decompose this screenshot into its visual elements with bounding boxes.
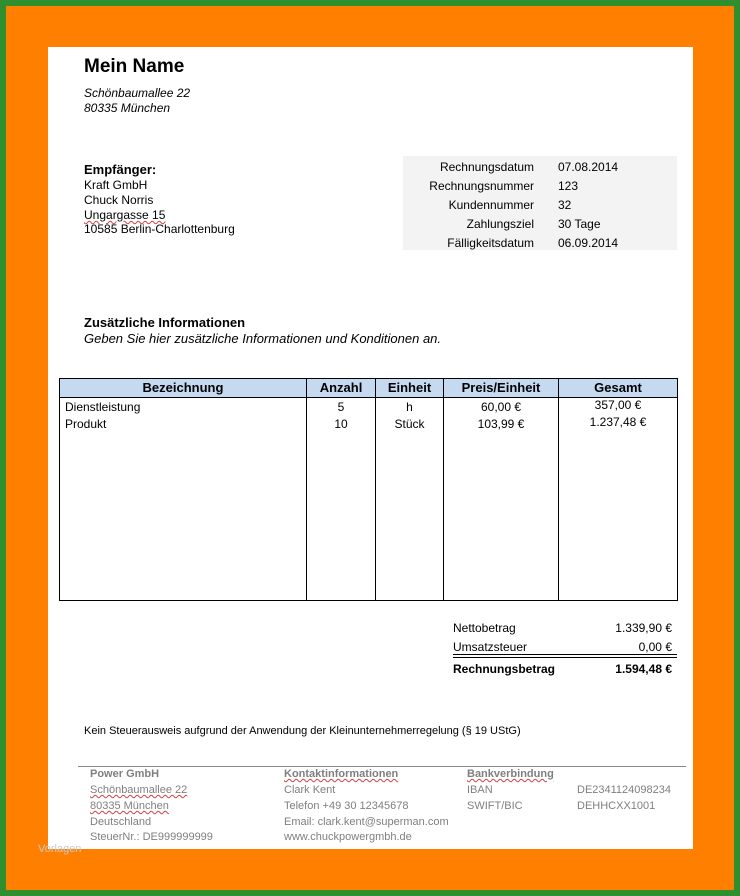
footer-contact-phone: Telefon +49 30 12345678 <box>284 800 409 812</box>
cell-unit-price: 103,99 € <box>477 417 525 431</box>
cell-description: Produkt <box>65 417 107 431</box>
additional-info-heading: Zusätzliche Informationen <box>84 315 246 330</box>
net-amount-value: 1.339,90 € <box>615 621 672 635</box>
footer-company-taxid: SteuerNr.: DE999999999 <box>90 831 213 843</box>
meta-value-terms: 30 Tage <box>558 217 601 231</box>
cell-quantity: 5 <box>337 400 345 414</box>
invoice-total-value: 1.594,48 € <box>615 662 672 676</box>
items-table <box>59 378 678 601</box>
cell-description: Dienstleistung <box>65 400 141 414</box>
footer-contact-name: Clark Kent <box>284 784 336 796</box>
footer-bank-heading <box>467 768 554 780</box>
meta-value-number: 123 <box>558 179 579 193</box>
footer-contact-heading-text: Kontaktinformationen <box>284 768 399 780</box>
recipient-street-text: Ungargasse 15 <box>84 208 166 222</box>
footer-contact-website: www.chuckpowergmbh.de <box>284 831 412 843</box>
vat-value: 0,00 € <box>638 640 672 654</box>
recipient-contact: Chuck Norris <box>84 193 154 207</box>
recipient-heading: Empfänger: <box>84 162 157 177</box>
totals-divider <box>453 654 677 655</box>
header-preis-einheit: Preis/Einheit <box>461 380 541 395</box>
meta-value-date: 07.08.2014 <box>558 160 619 174</box>
recipient-city: 10585 Berlin-Charlottenburg <box>84 222 235 236</box>
tax-note: Kein Steuerausweis aufgrund der Anwendung der Kleinunternehmerregelung (§ 19 UStG) <box>84 725 521 737</box>
footer-iban-value: DE2341124098234 <box>577 784 671 796</box>
invoice-page <box>48 47 693 849</box>
footer-iban-label: IBAN <box>467 784 493 796</box>
cell-quantity: 10 <box>334 417 348 431</box>
meta-label-terms: Zahlungsziel <box>466 217 534 231</box>
invoice-total-label: Rechnungsbetrag <box>453 662 556 676</box>
vat-label: Umsatzsteuer <box>453 640 528 654</box>
footer-bic-label: SWIFT/BIC <box>467 800 523 812</box>
footer-contact-heading <box>284 768 398 780</box>
footer-company-heading: Power GmbH <box>90 768 160 780</box>
cell-unit: Stück <box>394 417 425 431</box>
recipient-company: Kraft GmbH <box>84 178 148 192</box>
meta-label-due: Fälligkeitsdatum <box>447 236 534 250</box>
invoice-meta-box <box>403 156 677 250</box>
footer-company-street-text: Schönbaumallee 22 <box>90 784 188 796</box>
footer-divider <box>78 766 686 767</box>
meta-label-customer: Kundennummer <box>448 198 534 212</box>
footer-company-city-text: 80335 München <box>90 800 169 812</box>
footer-contact-email: Email: clark.kent@superman.com <box>284 816 449 828</box>
cell-unit: h <box>406 400 413 414</box>
footer-company-street <box>90 784 187 796</box>
watermark: Vorlagen <box>38 843 82 855</box>
cell-unit-price: 60,00 € <box>480 400 522 414</box>
footer-bank-heading-text: Bankverbindung <box>467 768 554 780</box>
header-gesamt: Gesamt <box>594 380 642 395</box>
meta-label-date: Rechnungsdatum <box>439 160 534 174</box>
meta-value-customer: 32 <box>558 198 572 212</box>
sender-city: 80335 München <box>84 101 171 115</box>
footer-company-city <box>90 800 169 812</box>
meta-value-due: 06.09.2014 <box>558 236 619 250</box>
column-divider <box>558 379 559 600</box>
totals-divider <box>453 657 677 658</box>
header-einheit: Einheit <box>387 380 432 395</box>
header-anzahl: Anzahl <box>319 380 363 395</box>
footer-bic-value: DEHHCXX1001 <box>577 800 656 812</box>
meta-label-number: Rechnungsnummer <box>429 179 534 193</box>
header-bezeichnung: Bezeichnung <box>142 380 224 395</box>
footer-company-country: Deutschland <box>90 816 152 828</box>
cell-total: 357,00 € <box>594 398 642 412</box>
additional-info-text: Geben Sie hier zusätzliche Informationen und Konditionen an. <box>84 331 442 346</box>
cell-total: 1.237,48 € <box>589 415 647 429</box>
recipient-street <box>84 208 165 222</box>
sender-name: Mein Name <box>84 56 185 77</box>
net-amount-label: Nettobetrag <box>453 621 516 635</box>
sender-street: Schönbaumallee 22 <box>84 86 191 100</box>
